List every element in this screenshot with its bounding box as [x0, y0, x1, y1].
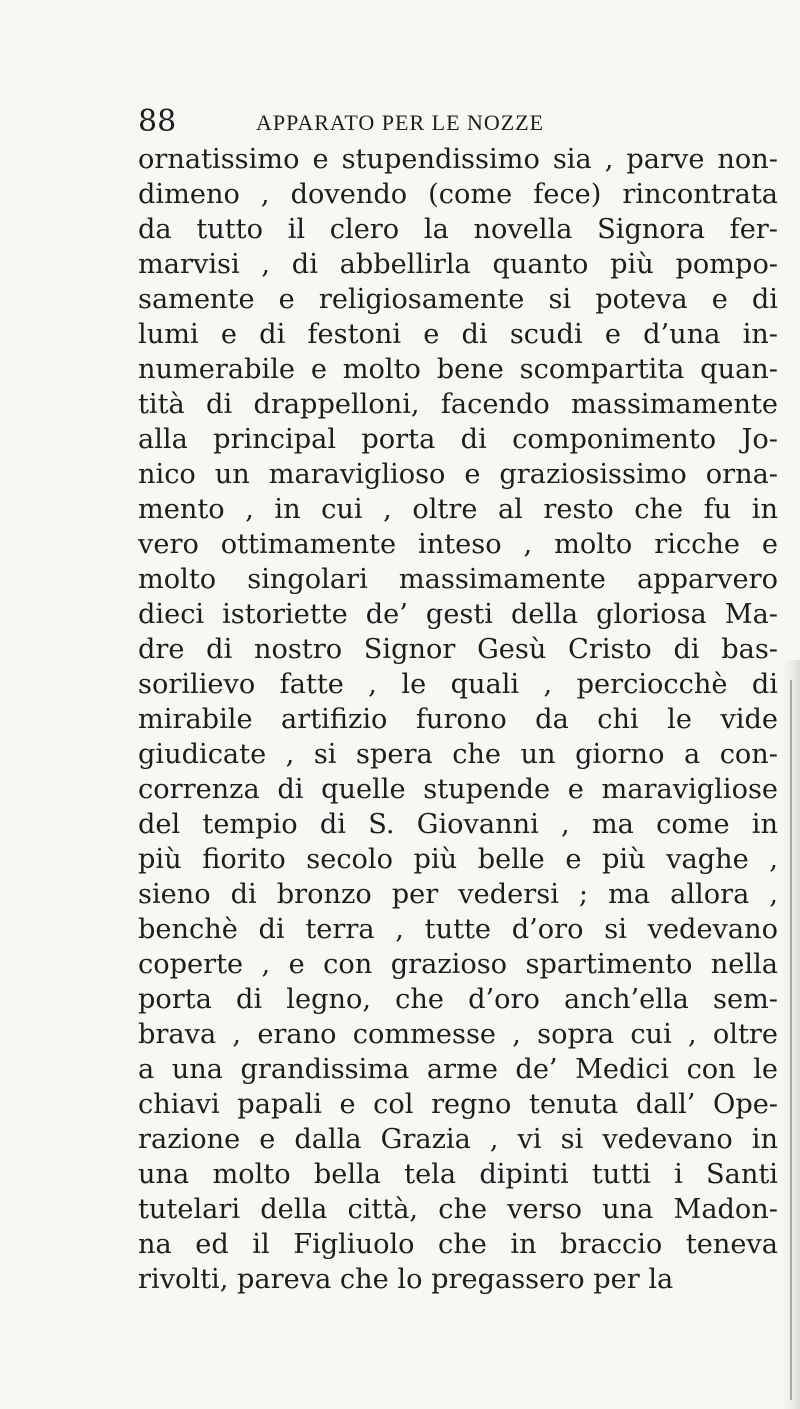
text-line: alla principal porta di componimento Jo- [138, 424, 778, 455]
page-number: 88 [138, 104, 177, 139]
text-line: mento , in cui , oltre al resto che fu in [138, 494, 778, 525]
text-line: samente e religiosamente si poteva e di [138, 284, 778, 315]
text-line: una molto bella tela dipinti tutti i Santi [138, 1159, 778, 1190]
text-line: molto singolari massimamente apparvero [138, 564, 778, 595]
text-line: da tutto il clero la novella Signora fer- [138, 214, 778, 245]
text-line: correnza di quelle stupende e maravigliose [138, 774, 778, 805]
text-line: na ed il Figliuolo che in braccio teneva [138, 1229, 778, 1260]
text-line: tità di drappelloni, facendo massimamente [138, 389, 778, 420]
text-line: lumi e di festoni e di scudi e d’una in- [138, 319, 778, 350]
text-line: brava , erano commesse , sopra cui , oltre [138, 1019, 778, 1050]
body-text [138, 142, 778, 1297]
text-line: del tempio di S. Giovanni , ma come in [138, 809, 778, 840]
text-line: rivolti, pareva che lo pregassero per la [138, 1264, 674, 1295]
text-line: numerabile e molto bene scompartita quan- [138, 354, 778, 385]
text-line: sieno di bronzo per vedersi ; ma allora , [138, 879, 778, 910]
text-line: tutelari della città, che verso una Madon- [138, 1194, 778, 1225]
text-line: vero ottimamente inteso , molto ricche e [138, 529, 778, 560]
text-line: a una grandissima arme de’ Medici con le [138, 1054, 778, 1085]
text-line: benchè di terra , tutte d’oro si vedevano [138, 914, 778, 945]
text-line: dimeno , dovendo (come fece) rincontrata [138, 179, 778, 210]
text-line: ornatissimo e stupendissimo sia , parve non- [138, 144, 778, 175]
text-line: giudicate , si spera che un giorno a con- [138, 739, 778, 770]
text-line: mirabile artifizio furono da chi le vide [138, 704, 778, 735]
text-line: chiavi papali e col regno tenuta dall’ Ope- [138, 1089, 778, 1120]
text-line: dre di nostro Signor Gesù Cristo di bas- [138, 634, 778, 665]
page-header [138, 102, 778, 142]
text-line: porta di legno, che d’oro anch’ella sem- [138, 984, 778, 1015]
text-line: coperte , e con grazioso spartimento nella [138, 949, 778, 980]
page-edge-line [790, 680, 792, 1400]
text-line: dieci istoriette de’ gesti della gloriosa Ma- [138, 599, 778, 630]
text-line: marvisi , di abbellirla quanto più pompo- [138, 249, 778, 280]
running-head: APPARATO PER LE NOZZE [256, 110, 545, 135]
text-line: razione e dalla Grazia , vi si vedevano in [138, 1124, 778, 1155]
text-line: più fiorito secolo più belle e più vaghe , [138, 844, 778, 875]
text-line: sorilievo fatte , le quali , perciocchè di [138, 669, 778, 700]
text-line: nico un maraviglioso e graziosissimo orna- [138, 459, 778, 490]
